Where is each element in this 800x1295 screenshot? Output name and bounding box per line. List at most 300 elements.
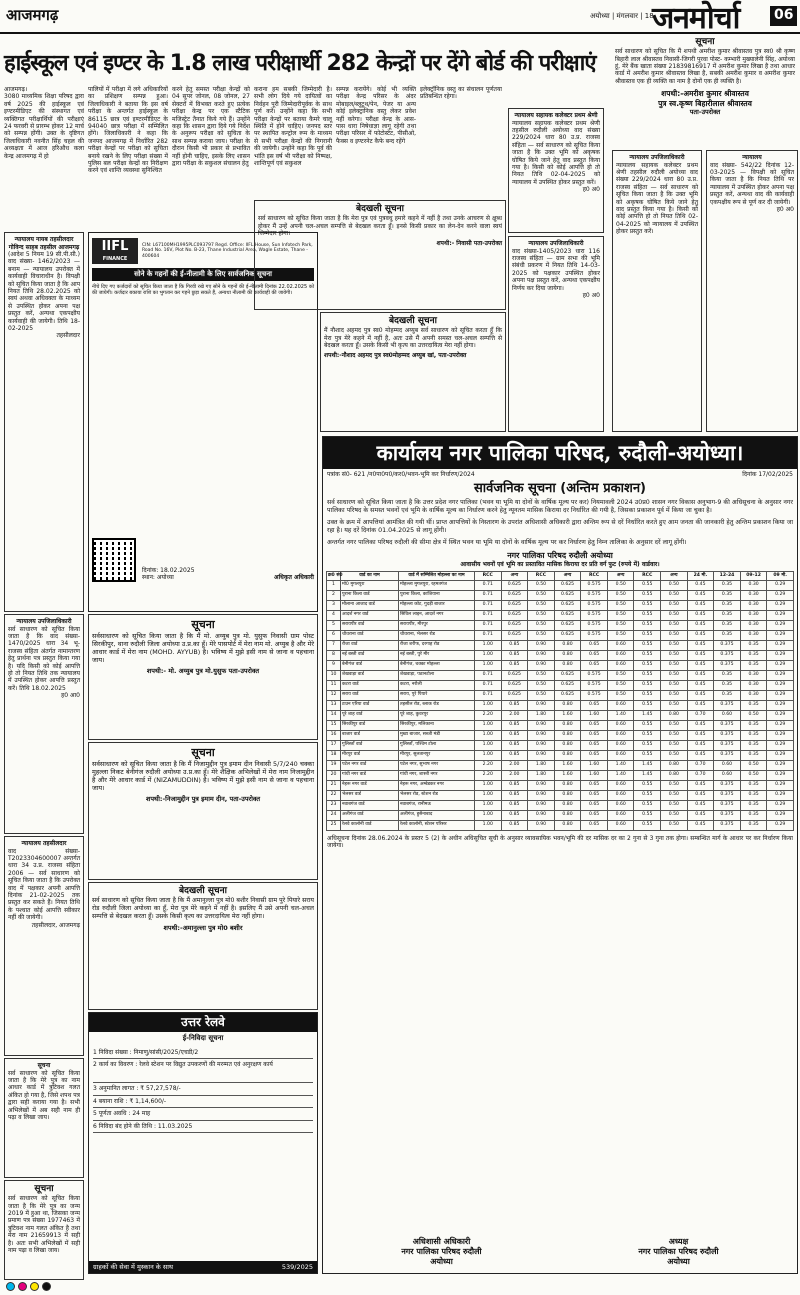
notice-title: सूचना: [695, 37, 715, 47]
table-cell: 14: [327, 710, 341, 720]
table-cell: 0.30: [740, 620, 767, 630]
paper-logo: जनमोर्चा: [652, 1, 740, 36]
court-notice-mid-1: [508, 108, 604, 233]
table-cell: रौजा वार्ड: [341, 640, 399, 650]
iifl-sub: FINANCE: [102, 256, 128, 262]
notice-body: न्यायालय सहायक कलेक्टर प्रथम श्रेणी तहसील रुदौली अयोध्या वाद संख्या 229/2024 धारा 80 उ.प्र. राजस्व संहिता — सर्व साधारण को सूचित किया जाता है कि उक्त भूमि को अकृषक घोषित किये जाने हेतु वाद प्रस्तुत किया गया है। किसी को कोई आपत्ति हो तो नियत तिथि 02-04-2025 को न्यायालय में उपस्थित होकर प्रस्तुत करें।: [616, 161, 698, 236]
table-cell: 1.80: [528, 710, 555, 720]
table-cell: 0.50: [661, 720, 688, 730]
table-cell: 0.90: [528, 660, 555, 670]
table-cell: 0.375: [714, 740, 741, 750]
notice-sign-3: पता-उपरोक्त: [689, 108, 721, 117]
table-cell: 0.35: [714, 670, 741, 680]
nagar-ref-line: [323, 469, 797, 481]
table-cell: 1.45: [634, 760, 661, 770]
table-cell: भेलसर वार्ड: [341, 790, 399, 800]
table-cell: 0.60: [714, 760, 741, 770]
table-cell: 0.80: [554, 780, 581, 790]
notice-body: न्यायालय सहायक कलेक्टर प्रथम श्रेणी तहसील रुदौली अयोध्या वाद संख्या 229/2024 धारा 80 उ.प्र. राजस्व संहिता — सर्व साधारण को सूचित किया जाता है कि उक्त भूमि को अकृषक घोषित किये जाने हेतु वाद प्रस्तुत किया गया है। किसी को कोई आपत्ति हो तो नियत तिथि 02-04-2025 को न्यायालय में उपस्थित होकर प्रस्तुत करें।: [512, 119, 600, 186]
table-cell: आदर्श नगर वार्ड: [341, 610, 399, 620]
table-cell: 0.71: [475, 610, 502, 620]
table-cell: 0.50: [528, 630, 555, 640]
table-cell: 0.50: [607, 630, 634, 640]
notice-body: सर्व साधारण को सूचित किया जाता है कि मैं अमानुल्ला पुत्र मो0 बशीर निवासी ग्राम पुरे पियारे सराय रोड रुदौली जिला अयोध्या का हूँ, मेरा पुत्र मेरे कहने में नहीं है। इसलिए मैं उसे अपनी चल-अचल सम्पत्ति से बेदखल करता हूँ। उसके किसी कृत्य का उत्तरदायित्व मेरा नहीं होगा।: [92, 897, 314, 920]
rate-table-header-cell: 12-24: [714, 571, 741, 580]
table-cell: 0.29: [767, 610, 794, 620]
table-cell: 0.50: [528, 600, 555, 610]
notice-sign: शपथी:-अमरीश कुमार श्रीवास्तव: [661, 89, 749, 99]
table-cell: 0.90: [528, 810, 555, 820]
rate-table-wrap: [323, 569, 797, 833]
table-cell: 0.50: [740, 760, 767, 770]
table-cell: 0.55: [634, 600, 661, 610]
table-cell: 2.20: [475, 710, 502, 720]
table-cell: 0.45: [687, 610, 714, 620]
iifl-logo: [92, 238, 138, 264]
table-cell: नेहरू नगर वार्ड: [341, 780, 399, 790]
cyan-mark-icon: [6, 1282, 15, 1291]
rate-table-header-cell: अन्य: [554, 571, 581, 580]
nagar-patrank: पत्रांक सं0- 621 /न0पा0प0/कर0/भवन-भूमि कर निर्धारण/2024: [327, 471, 475, 479]
table-cell: 0.55: [634, 820, 661, 830]
table-cell: टाउन एरिया वार्ड: [341, 700, 399, 710]
table-cell: नई बस्ती, पुरे मीर: [399, 650, 475, 660]
table-cell: 0.80: [554, 800, 581, 810]
court-notice-left-3: [4, 836, 84, 1056]
table-cell: 0.50: [661, 590, 688, 600]
table-cell: बाजार वार्ड: [341, 730, 399, 740]
table-cell: 0.575: [581, 580, 608, 590]
table-cell: 0.70: [687, 770, 714, 780]
table-cell: 0.575: [581, 670, 608, 680]
railway-row: 2 कार्य का विवरण : रेलवे स्टेशन पर विद्युत उपकरणों की मरम्मत एवं अनुरक्षण कार्य: [93, 1059, 313, 1083]
rate-table-header-cell: RCC: [528, 571, 555, 580]
table-cell: 0.625: [501, 590, 528, 600]
table-cell: 0.29: [767, 690, 794, 700]
table-cell: 0.50: [661, 680, 688, 690]
table-cell: 0.50: [528, 670, 555, 680]
table-cell: शेखवाड़ा, पठानटोला: [399, 670, 475, 680]
table-cell: 0.50: [607, 680, 634, 690]
table-cell: 0.50: [661, 620, 688, 630]
story-column-3: करने हेतु समस्त परीक्षा केन्द्रों को 04 सुपर जोनल, 08 जोनल, 27 सेक्टरों में विभक्त करते हुए प्रत्येक परीक्षा केन्द्र पर एक स्टैटिक मजिस्ट्रेट तैनात किये गये हैं। उन्होंने कहा कि शासन द्वारा दिये गये निर्देश के अनुरूप परीक्षा को सुचिता के साथ सम्पन्न कराया जाय। परीक्षा के दौरान किसी भी प्रकार से प्रभावित नहीं होनी चाहिए, इसके लिए शासन द्वारा परीक्षा के सकुशल संचालन हेतु: [172, 86, 250, 168]
table-cell: कटरा वार्ड: [341, 680, 399, 690]
rate-table-body: [327, 580, 794, 830]
table-cell: 0.50: [661, 600, 688, 610]
table-cell: 0.80: [554, 790, 581, 800]
railway-code: 539/2025: [281, 1262, 313, 1271]
table-cell: 0.30: [740, 690, 767, 700]
table-cell: 0.65: [581, 810, 608, 820]
rate-table-header-cell: अन्य: [607, 571, 634, 580]
table-cell: 2.00: [501, 710, 528, 720]
table-row: [327, 610, 794, 620]
railway-footer: [89, 1261, 317, 1273]
table-cell: 0.55: [634, 740, 661, 750]
table-cell: 0.50: [661, 580, 688, 590]
table-cell: 0.65: [581, 740, 608, 750]
table-cell: पुराना किला वार्ड: [341, 590, 399, 600]
table-cell: 0.90: [528, 790, 555, 800]
table-cell: 0.85: [501, 730, 528, 740]
table-cell: 0.55: [634, 700, 661, 710]
table-cell: 0.55: [634, 690, 661, 700]
table-cell: मीरपुर वार्ड: [341, 750, 399, 760]
table-cell: मो0 मुगलपुरा: [341, 580, 399, 590]
nagar-palika-notice: [322, 436, 798, 1274]
table-cell: मोहल्ला मुगलपुरा, रहमतगंज: [399, 580, 475, 590]
table-cell: 1.00: [475, 820, 502, 830]
table-cell: 0.45: [687, 580, 714, 590]
table-cell: गुलिस्ताँ, पश्चिम टोला: [399, 740, 475, 750]
iifl-date: दिनांक: 18.02.2025: [142, 566, 195, 574]
table-cell: 0.65: [581, 730, 608, 740]
table-cell: 0.60: [607, 750, 634, 760]
table-cell: 0.85: [501, 720, 528, 730]
table-cell: 0.45: [687, 700, 714, 710]
table-cell: 0.50: [661, 750, 688, 760]
table-cell: 0.35: [714, 590, 741, 600]
notice-sign: शपथी:-निजामुद्दीन पुत्र इमाम दीन, पता-उपरोक्त: [145, 794, 261, 803]
table-cell: 0.60: [607, 820, 634, 830]
table-cell: 0.50: [661, 690, 688, 700]
table-cell: 0.80: [554, 720, 581, 730]
sign-title: अधिशासी अधिकारी: [412, 1237, 471, 1246]
table-cell: 0.90: [528, 740, 555, 750]
table-cell: 0.65: [581, 660, 608, 670]
railway-tender-ad: [88, 1012, 318, 1274]
table-cell: 1.45: [634, 770, 661, 780]
table-cell: 0.71: [475, 690, 502, 700]
notice-sign: शपथी:-नौशाद अहमद पुत्र स्व0मोहम्मद अय्युब खां, पता-उपरोक्त: [324, 352, 467, 360]
table-cell: 0.375: [714, 720, 741, 730]
notice-sign: तहसीलदार, आजमगढ़: [31, 921, 80, 929]
table-cell: 0.35: [740, 700, 767, 710]
table-cell: 0.50: [607, 610, 634, 620]
rate-table-header-cell: अन्य: [661, 571, 688, 580]
table-cell: 0.625: [554, 610, 581, 620]
table-cell: 0.55: [634, 720, 661, 730]
bedakhli-notice-2: [320, 312, 506, 432]
table-cell: 24: [327, 810, 341, 820]
table-row: [327, 750, 794, 760]
table-cell: नेहरू नगर, अम्बेडकर नगर: [399, 780, 475, 790]
table-cell: 0.29: [767, 660, 794, 670]
notice-title: न्यायालय उपजिलाधिकारी: [528, 240, 584, 247]
railway-footer-text: ग्राहकों की सेवा में मुस्कान के साथ: [93, 1262, 174, 1271]
table-cell: 0.45: [687, 730, 714, 740]
notice-title: सूचना: [191, 746, 215, 759]
table-cell: 0.50: [661, 700, 688, 710]
notice-body: सर्व साधारण को सूचित किया जाता है कि मेरे पुत्र का जन्म 2019 में हुआ था, जिसका जन्म प्रमाण पत्र संख्या 1977463 में त्रुटिवश नाम गलत अंकित है तथा मेरा नाम 21659913 में सही है। अतः सभी अभिलेखों में सही नाम पढ़ा व लिखा जाय।: [8, 1195, 80, 1255]
table-cell: 0.35: [740, 750, 767, 760]
bedakhli-notice-1: [254, 200, 506, 310]
story-column-2: पालियों में परीक्षा में लगे अधिकारियों का प्रशिक्षण सम्पन्न हुआ। जिलाधिकारी ने बताया कि इस वर्ष परीक्षा के अन्तर्गत हाईस्कूल के 86115 छात्र एवं इण्टरमीडिएट के 94040 छात्र परीक्षा में सम्मिलित होंगे। जिलाधिकारी ने कहा कि जनपद आजमगढ़ में निर्धारित 282 परीक्षा केन्द्रों पर परीक्षा को सुचिता बनाये रखने के लिए परीक्षा संख्या में पुलिस बल परीक्षा केन्द्रों का निरीक्षण करने एवं शान्ति व्यवस्था सुनिश्चित: [88, 86, 168, 175]
table-cell: पूरे शाह वार्ड: [341, 710, 399, 720]
table-cell: 0.50: [528, 690, 555, 700]
table-cell: 0.85: [501, 810, 528, 820]
table-cell: 1.00: [475, 650, 502, 660]
iifl-body: नीचे दिए गए कर्जदारों को सूचित किया जाता है कि गिरवी रखे गए सोने के गहनों की ई-नीलामी दिनांक 22.02.2025 को की जायेगी। कर्जदार बकाया राशि का भुगतान कर गहने छुड़ा सकते हैं, अन्यथा नीलामी की कार्यवाही की जायेगी।: [92, 283, 314, 296]
page-number: 06: [770, 6, 797, 26]
table-cell: शेखवाड़ा वार्ड: [341, 670, 399, 680]
table-cell: 2.20: [475, 760, 502, 770]
table-cell: रेलवे कालोनी, स्टेशन परिसर: [399, 820, 475, 830]
table-cell: 0.575: [581, 630, 608, 640]
table-cell: 0.29: [767, 680, 794, 690]
table-cell: 0.45: [687, 650, 714, 660]
nagar-footnote: अधिसूचना दिनांक 28.06.2024 के प्रस्तर 5 (2) के अधीन अधिसूचित सूची के अनुसार व्यावसायिक भवन/भूमि की दर मासिक दर का 2 गुना से 3 गुना तक होगा। सम्बन्धित मार्ग के आधार पर कर निर्धारण किया जायेगा।: [327, 834, 793, 849]
table-cell: 0.71: [475, 580, 502, 590]
table-cell: 0.80: [661, 760, 688, 770]
railway-row: 5 पूर्णता अवधि : 24 माह: [93, 1108, 313, 1121]
main-headline: हाईस्कूल एवं इण्टर के 1.8 लाख परीक्षार्थी 282 केन्द्रों पर देंगे बोर्ड की परीक्षाएं: [4, 51, 596, 76]
table-cell: 0.85: [501, 750, 528, 760]
railway-row: 1 निविदा संख्या : निमाणु/सांसी/2025/एचडी/2: [93, 1047, 313, 1060]
nagar-banner: कार्यालय नगर पालिका परिषद, रुदौली-अयोध्या।: [323, 437, 797, 469]
nagar-para-2: उक्त के क्रम में आपत्तियां आमंत्रित की गयी थीं। प्राप्त आपत्तियों के निस्तारण के उपरांत अधिशासी अधिकारी द्वारा अन्तिम रूप से दरें निर्धारित करते हुए आम जनता की जानकारी हेतु अन्तिम प्रकाशन किया जा रहा है। यह दरें दिनांक 01.04.2025 से लागू होंगी।: [327, 519, 793, 534]
table-cell: 0.35: [714, 690, 741, 700]
table-cell: 0.50: [528, 580, 555, 590]
iifl-place: स्थान: अयोध्या: [142, 574, 174, 582]
table-cell: 0.35: [740, 790, 767, 800]
table-cell: 0.50: [528, 680, 555, 690]
table-cell: 0.85: [501, 660, 528, 670]
table-cell: 0.71: [475, 600, 502, 610]
table-cell: बेनीगंज वार्ड: [341, 660, 399, 670]
table-cell: 0.90: [528, 650, 555, 660]
table-row: [327, 640, 794, 650]
table-cell: 0.29: [767, 640, 794, 650]
table-row: [327, 660, 794, 670]
table-cell: 0.85: [501, 800, 528, 810]
table-cell: 0.55: [634, 610, 661, 620]
table-row: [327, 690, 794, 700]
rate-table-header: [327, 571, 794, 580]
table-cell: 0.625: [501, 680, 528, 690]
table-cell: गांधी नगर वार्ड: [341, 770, 399, 780]
table-cell: सराय, पुरे पियारे: [399, 690, 475, 700]
table-cell: 15: [327, 720, 341, 730]
notice-title: सूचना: [34, 1184, 54, 1194]
table-cell: 0.29: [767, 710, 794, 720]
notice-sign: ह0 अ0: [776, 205, 794, 213]
table-cell: 0.30: [740, 580, 767, 590]
railway-title: उत्तर रेलवे: [89, 1013, 317, 1032]
signature-chairman: [638, 1237, 718, 1267]
table-cell: 0.50: [661, 630, 688, 640]
court-notice-left-2: [4, 614, 84, 834]
table-cell: 0.625: [501, 690, 528, 700]
sign-office: नगर पालिका परिषद रुदौली: [638, 1247, 719, 1256]
table-cell: 0.90: [528, 780, 555, 790]
table-cell: 0.50: [661, 610, 688, 620]
table-cell: 18: [327, 750, 341, 760]
table-cell: 2: [327, 590, 341, 600]
table-cell: 0.375: [714, 640, 741, 650]
table-cell: 0.50: [661, 780, 688, 790]
table-cell: 0.50: [661, 800, 688, 810]
table-cell: 0.375: [714, 750, 741, 760]
notice-title: न्यायालय तहसीलदार: [21, 840, 67, 847]
table-cell: 0.35: [740, 740, 767, 750]
table-cell: सरायपीर वार्ड: [341, 620, 399, 630]
table-cell: 0.80: [554, 700, 581, 710]
table-cell: 0.375: [714, 780, 741, 790]
table-cell: 0.50: [528, 590, 555, 600]
table-cell: 5: [327, 620, 341, 630]
table-cell: 0.29: [767, 770, 794, 780]
table-cell: 2.00: [501, 760, 528, 770]
table-cell: 0.575: [581, 620, 608, 630]
table-cell: 0.375: [714, 810, 741, 820]
table-cell: 0.55: [634, 630, 661, 640]
notice-title: न्यायालय नायब तहसीलदार गोविन्द साहब तहसील आजमगढ़: [8, 236, 80, 251]
table-cell: 25: [327, 820, 341, 830]
table-row: [327, 800, 794, 810]
table-cell: 17: [327, 740, 341, 750]
magenta-mark-icon: [18, 1282, 27, 1291]
notice-sign: शपथी:-अमानुल्ला पुत्र मो0 बशीर: [163, 923, 243, 932]
table-cell: 0.375: [714, 790, 741, 800]
table-cell: 0.50: [661, 660, 688, 670]
table-row: [327, 620, 794, 630]
table-cell: 1.00: [475, 780, 502, 790]
table-cell: 0.71: [475, 620, 502, 630]
table-cell: 0.35: [714, 600, 741, 610]
table-cell: 0.50: [607, 600, 634, 610]
table-row: [327, 820, 794, 830]
rate-table-header-cell: वार्ड में सम्मिलित मोहल्ला का नाम: [399, 571, 475, 580]
table-cell: 0.65: [581, 780, 608, 790]
table-cell: 1.80: [528, 760, 555, 770]
table-cell: 3: [327, 600, 341, 610]
table-row: [327, 780, 794, 790]
table-cell: 0.30: [740, 590, 767, 600]
table-row: [327, 670, 794, 680]
table-cell: 0.29: [767, 780, 794, 790]
table-cell: 0.65: [581, 650, 608, 660]
table-cell: 0.80: [554, 750, 581, 760]
table-cell: 0.35: [740, 660, 767, 670]
table-cell: 0.85: [501, 820, 528, 830]
railway-subtitle: ई-निविदा सूचना: [182, 1034, 224, 1042]
table-cell: 0.85: [501, 740, 528, 750]
table-cell: 0.375: [714, 730, 741, 740]
table-cell: 0.85: [501, 700, 528, 710]
table-cell: 13: [327, 700, 341, 710]
table-cell: 0.90: [528, 640, 555, 650]
table-cell: 0.45: [687, 660, 714, 670]
table-cell: 0.45: [687, 720, 714, 730]
railway-row: 4 बयाना राशि : ₹ 1,14,600/-: [93, 1096, 313, 1109]
table-cell: 0.575: [581, 610, 608, 620]
rate-table: [326, 571, 794, 831]
table-cell: भेलसर रोड, स्टेशन रोड: [399, 790, 475, 800]
table-cell: कटरा, नरौली: [399, 680, 475, 690]
table-row: [327, 600, 794, 610]
notice-title: सूचना: [191, 618, 215, 631]
notice-body: वाद संख्या-1405/2023 धारा 116 राजस्व संहिता — ग्राम सभा की भूमि संबंधी प्रकरण में नियत तिथि 14-03-2025 को पक्षकार उपस्थित होकर अपना पक्ष प्रस्तुत करें, अन्यथा एकपक्षीय निर्णय कर दिया जायेगा।: [512, 247, 600, 292]
table-cell: 0.50: [661, 650, 688, 660]
notice-body: मैं नौशाद अहमद पुत्र स्व0 मोहम्मद अय्युब सर्व साधारण को सूचित करता हूँ कि मेरा पुत्र मेरे कहने में नहीं है, अतः उसे मैं अपनी समस्त चल-अचल सम्पत्ति से बेदखल करता हूँ। उसके किसी भी कृत्य का उत्तरदायित्व मेरा नहीं होगा।: [324, 327, 502, 350]
table-row: [327, 710, 794, 720]
iifl-brand: IIFL: [101, 239, 129, 254]
notice-body: सर्वसाधारण को सूचित किया जाता है कि मैं निजामुद्दीन पुत्र इमाम दीन निवासी 5/7/240 चक्का मुहल्ला निकट बेनीगंज रुदौली अयोध्या उ.प्र.का हूँ। मेरे शैक्षिक अभिलेखों में मेरा नाम निजामुद्दीन है और मेरे आधार कार्ड में (NIZAMUDDIN) है। भविष्य में मुझे इसी नाम से जाना व पहचाना जाय।: [92, 759, 314, 792]
table-cell: 0.29: [767, 820, 794, 830]
table-cell: 0.30: [740, 630, 767, 640]
table-cell: 0.80: [554, 810, 581, 820]
table-cell: बेनीगंज, चक्का मोहल्ला: [399, 660, 475, 670]
notice-sign: शपथी:- निवासी पता-उपरोक्त: [436, 240, 502, 248]
table-cell: 0.29: [767, 600, 794, 610]
table-cell: पूरे शाह, कुवरपुर: [399, 710, 475, 720]
table-cell: 0.29: [767, 750, 794, 760]
table-cell: 0.29: [767, 790, 794, 800]
table-cell: चौधराना, भेलसर रोड: [399, 630, 475, 640]
table-cell: 1.00: [475, 700, 502, 710]
table-cell: 23: [327, 800, 341, 810]
table-row: [327, 680, 794, 690]
table-cell: 7: [327, 640, 341, 650]
table-cell: 0.50: [607, 690, 634, 700]
table-cell: 2.00: [501, 770, 528, 780]
table-cell: 0.80: [554, 650, 581, 660]
table-cell: 1.00: [475, 810, 502, 820]
table-cell: 1.00: [475, 730, 502, 740]
story-column-6: इलेक्ट्रॉनिक वस्तु का संचालन पूर्णतया प्रतिबन्धित रहेगा।: [420, 86, 502, 101]
table-cell: 0.45: [687, 790, 714, 800]
signature-executive-officer: [401, 1237, 481, 1267]
table-cell: 4: [327, 610, 341, 620]
table-cell: 0.375: [714, 650, 741, 660]
table-cell: 1.45: [634, 710, 661, 720]
rate-table-title: नगर पालिका परिषद रुदौली अयोध्या: [507, 551, 613, 560]
table-cell: 0.45: [687, 640, 714, 650]
table-cell: गांधी नगर, शास्त्री नगर: [399, 770, 475, 780]
table-cell: 0.50: [607, 620, 634, 630]
rate-table-header-cell: वार्ड का नाम: [341, 571, 399, 580]
table-cell: मुख्य बाजार, सब्जी मंडी: [399, 730, 475, 740]
table-cell: 0.60: [607, 650, 634, 660]
table-cell: तहसील रोड, ब्लाक रोड: [399, 700, 475, 710]
table-cell: 0.80: [661, 710, 688, 720]
table-cell: 0.80: [554, 730, 581, 740]
table-row: [327, 740, 794, 750]
table-cell: 0.60: [607, 790, 634, 800]
table-cell: 0.35: [714, 610, 741, 620]
table-cell: 0.55: [634, 670, 661, 680]
table-cell: मीरपुर, सुलतानपुर: [399, 750, 475, 760]
table-cell: 0.35: [714, 580, 741, 590]
table-cell: सराय वार्ड: [341, 690, 399, 700]
table-cell: मोहल्ला कोट, गुदड़ी बाजार: [399, 600, 475, 610]
table-cell: 0.55: [634, 640, 661, 650]
table-cell: 0.65: [581, 640, 608, 650]
nagar-signatures: [323, 1237, 797, 1267]
table-cell: अलीगंज, हुसैनाबाद: [399, 810, 475, 820]
table-cell: 6: [327, 630, 341, 640]
table-cell: 0.45: [687, 740, 714, 750]
table-cell: 0.375: [714, 700, 741, 710]
notice-title: न्यायालय उपजिलाधिकारी: [629, 154, 685, 161]
table-cell: 0.29: [767, 730, 794, 740]
notice-body: (आदेश 5 नियम 19 सी.पी.सी.) वाद संख्या- 1462/2023 — बनाम — न्यायालय उपरोक्त में कार्यवाही विचाराधीन है। विपक्षी को सूचित किया जाता है कि आप नियत तिथि 28.02.2025 को स्वयं अथवा अधिवक्ता के माध्यम से उपस्थित होकर अपना पक्ष प्रस्तुत करें, अन्यथा एकपक्षीय कार्यवाही की जायेगी। तिथि 18-02-2025: [8, 251, 80, 333]
rate-table-header-cell: RCC: [475, 571, 502, 580]
bedakhli-notice-3: [88, 882, 318, 1010]
table-cell: 0.30: [740, 600, 767, 610]
table-cell: 0.65: [581, 750, 608, 760]
